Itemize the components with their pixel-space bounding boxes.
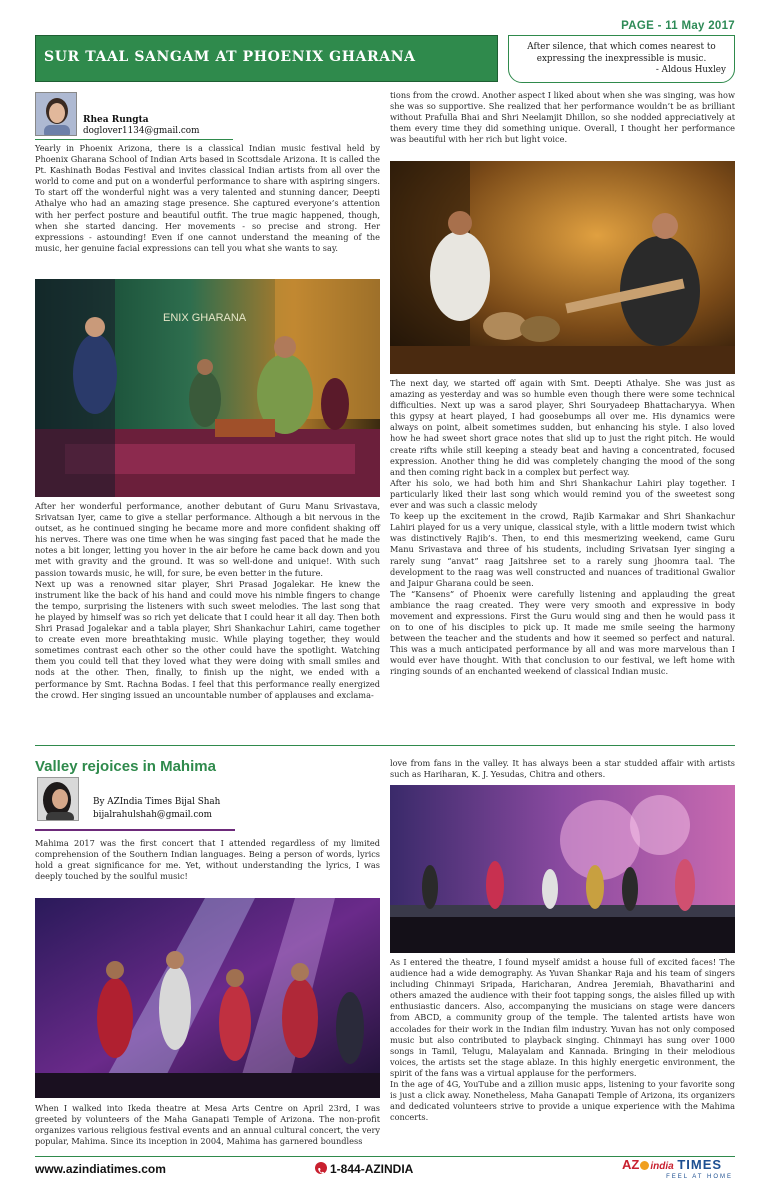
singers-on-stage-icon	[390, 785, 735, 953]
globe-icon	[640, 1161, 649, 1170]
article-banner	[35, 35, 498, 82]
concert-photo-1	[35, 279, 380, 497]
author-photo	[35, 92, 77, 136]
article1-col1-bottom	[35, 501, 380, 701]
concert-photo-2	[390, 161, 735, 374]
paragraph: To keep up the excitement in the crowd, Rajib Karmakar and Shri Shankachur Lahiri played for us a very unique, classical style, with a little modern twist which was distinctively Rajib’s. Then, to end this mesmerizing weekend, came Guru Manu Srivastava and three of his students, including Srivatsan Iyer singing a rarely sung “anvat” raag Jaitshree set to a rarely sung jhoomra taal. The development to the raag was well constructed and nuances of traditional Gwalior and Jaipur Gharana could be seen.	[390, 511, 735, 588]
concert-photo-3	[35, 898, 380, 1098]
paragraph: Yearly in Phoenix Arizona, there is a classical Indian music festival held by Phoenix Gharana School of Indian Arts based in Scottsdale Arizona. It is called the Pt. Kashinath Bodas Festival and invites classical Indian artists from all over the world to come and put on a wonderful performance to share with aspiring singers. To start off the wonderful night was a very talented and stunning dancer, Deepti Athalye who had an amazing stage presence. She captured everyone’s attention with her perfect posture and beautiful outfit. The true magic happened, though, when she started dancing. Her movements - so precise and strong. Her expressions - astounding! Even if one cannot understand the meaning of the music, her genuine facial expressions can tell you what she wants to say.	[35, 143, 380, 253]
dancers-on-stage-icon	[35, 898, 380, 1098]
az-india-times-logo	[622, 1158, 737, 1180]
article2-intro	[35, 838, 380, 882]
website-link[interactable]: www.azindiatimes.com	[35, 1162, 166, 1176]
concert-photo-4	[390, 785, 735, 953]
quote-line-2: expressing the inexpressible is music.	[536, 53, 707, 64]
paragraph: love from fans in the valley. It has always been a star studded affair with artists such as Hariharan, K. J. Yesudas, Chitra and others.	[390, 758, 735, 780]
author-name: Rhea Rungta	[83, 115, 149, 125]
page-label: PAGE - 11 May 2017	[621, 20, 735, 32]
logo-times: TIMES	[677, 1157, 723, 1172]
quote-line-1: After silence, that which comes nearest to	[527, 42, 716, 52]
stage-performance-icon	[35, 279, 380, 497]
logo-india: india	[650, 1161, 674, 1172]
section-divider	[35, 745, 735, 746]
paragraph: Next up was a renowned sitar player, Shri Prasad Jogalekar. He knew the instrument like the back of his hand and could move his nimble fingers to change the tempo, surprising the listeners with such sweet melodies. The last song that he played by himself was so rich yet delicate that I could hear it all day. Then both Shri Prasad Jogalekar and a tabla player, Shri Shankachur Lahiri, came together to create even more breathtaking music. While playing together, they would sometimes contrast each other so the other could have the spotlight. Watching them you could tell that they loved what they were doing with small smiles and nods at the other. Then, finally, to finish up the night, we ended with a performance by Smt. Rachna Bodas. I feel that this performance really energized the crowd. Her singing issued an uncountable number of applauses and exclama-	[35, 578, 380, 700]
logo-tagline: FEEL AT HOME	[666, 1174, 733, 1180]
byline-divider	[35, 139, 233, 140]
article1-col2-top	[390, 90, 735, 145]
article2-col2-bottom	[390, 957, 735, 1123]
article2-col2-top	[390, 758, 735, 780]
paragraph: In the age of 4G, YouTube and a zillion music apps, listening to your favorite song is just a click away. Nonetheless, Maha Ganapati Temple of Arizona, its organizers and dedicated volunteers strive to provide a unique experience with the Mahima concerts.	[390, 1079, 735, 1123]
banner-title: SUR TAAL SANGAM AT PHOENIX GHARANA	[44, 49, 416, 65]
quote-author: - Aldous Huxley	[655, 65, 726, 75]
article1-intro	[35, 143, 380, 254]
paragraph: As I entered the theatre, I found myself amidst a house full of excited faces! The audience had a wide demography. As Yuvan Shankar Raja and his team of singers including Chinmayi Sripada, Haricharan, Andrea Jeremiah, Bhavatharini and others amazed the audience with their foot tapping songs, the aisles filled up with enthusiastic dancers. Also, accompanying the musicians on stage were dancers from ABCD, a community group of the temple. The talented artists have won accolades for their work in the Indian film industry. Yuvan has not only composed music but also contributed to playback singing. Chinmayi has sung over 1000 songs in Tamil, Telugu, Malayalam and Kannada. Bringing in their melodious voices, the artists set the stage ablaze. In this highly energetic environment, the spirit of the fans was a virtual applause for the performers.	[390, 957, 735, 1078]
paragraph: When I walked into Ikeda theatre at Mesa Arts Centre on April 23rd, I was greeted by volunteers of the Maha Ganapati Temple of Arizona. The non-profit organizes various religious festival events and an annual cultural concert, the very popular, Mahima. Since its inception in 2004, Mahima has garnered boundless	[35, 1103, 380, 1147]
author-email: doglover1134@gmail.com	[83, 126, 200, 136]
article2-title: Valley rejoices in Mahima	[35, 758, 216, 775]
author-email: bijalrahulshah@gmail.com	[93, 810, 212, 820]
paragraph: The next day, we started off again with Smt. Deepti Athalye. She was just as amazing as yesterday and was so humble even though there were some technical difficulties. Next up was a sarod player, Shri Souryadeep Bhattacharyya. When this gypsy at heart played, I had goosebumps all over me. His dynamics were always on point, albeit sometimes sudden, but enhancing his style. I also loved how he had sweet short grace notes that slid up to just the right pitch. He would create rifts while still keeping a steady beat and having a concentrated, focused expression. Another thing he did was completely changing the mood of the song and then coming right back in a complex but perfect way.	[390, 378, 735, 477]
author-byline: By AZIndia Times Bijal Shah	[93, 797, 221, 807]
paragraph: The “Kansens” of Phoenix were carefully listening and applauding the great ambiance the raag created. They were very smooth and expressive in body movement and expressions. First the Guru would sing and then he would pass it on to one of his disciples to pick up. It made me smile seeing the harmony between the teacher and the students and how it seemed so perfect and natural. This was a much anticipated performance by all and was more marvelous than I would ever have thought. With that conclusion to our festival, we left home with ringing sounds of an enchanted weekend of classical Indian music.	[390, 588, 735, 677]
phone-number: 1-844-AZINDIA	[330, 1162, 414, 1176]
paragraph: Mahima 2017 was the first concert that I attended regardless of my limited comprehension of the Southern Indian languages. Being a person of words, lyrics hold a great significance for me. Yet, without understanding the lyrics, I was deeply touched by the soulful music!	[35, 838, 380, 882]
paragraph: tions from the crowd. Another aspect I liked about when she was singing, was how she was so supportive. She realized that her performance wouldn’t be as brilliant without Prafulla Bhai and Shri Neelamjit Dhillon, so she nodded appreciatively at them every time they did something unique. Overall, I thought her performance was beautiful with her rich but light voice.	[390, 90, 735, 145]
author-photo	[37, 777, 79, 821]
article2-col1-bottom	[35, 1103, 380, 1147]
paragraph: After her wonderful performance, another debutant of Guru Manu Srivastava, Srivatsan Iyer, came to give a stellar performance. Although a bit nervous in the outset, as he continued singing he became more and more confident shaking off his nerves. There was one time when he was singing fast paced that he made the notes a bit longer, letting you hover in the air before he came back down and you met with gravity and the ground. It was so well-done and unique!. With such passion towards music, he will, for sure, be even better in the future.	[35, 501, 380, 578]
woman-portrait-icon	[38, 778, 79, 821]
tabla-sarod-players-icon	[390, 161, 735, 374]
byline-divider	[35, 829, 235, 831]
logo-az: AZ	[622, 1157, 640, 1172]
phone-handset-icon	[315, 1165, 327, 1177]
paragraph: After his solo, we had both him and Shri Shankachur Lahiri play together. I particularly liked their last song which would remind you of the sweetest song ever and was such a classic melody	[390, 477, 735, 511]
stage-sign-text: ENIX GHARANA	[163, 312, 247, 324]
phone-icon	[315, 1162, 327, 1174]
quote-box	[508, 35, 735, 83]
article1-col2-bottom	[390, 378, 735, 678]
girl-portrait-icon	[36, 93, 77, 136]
